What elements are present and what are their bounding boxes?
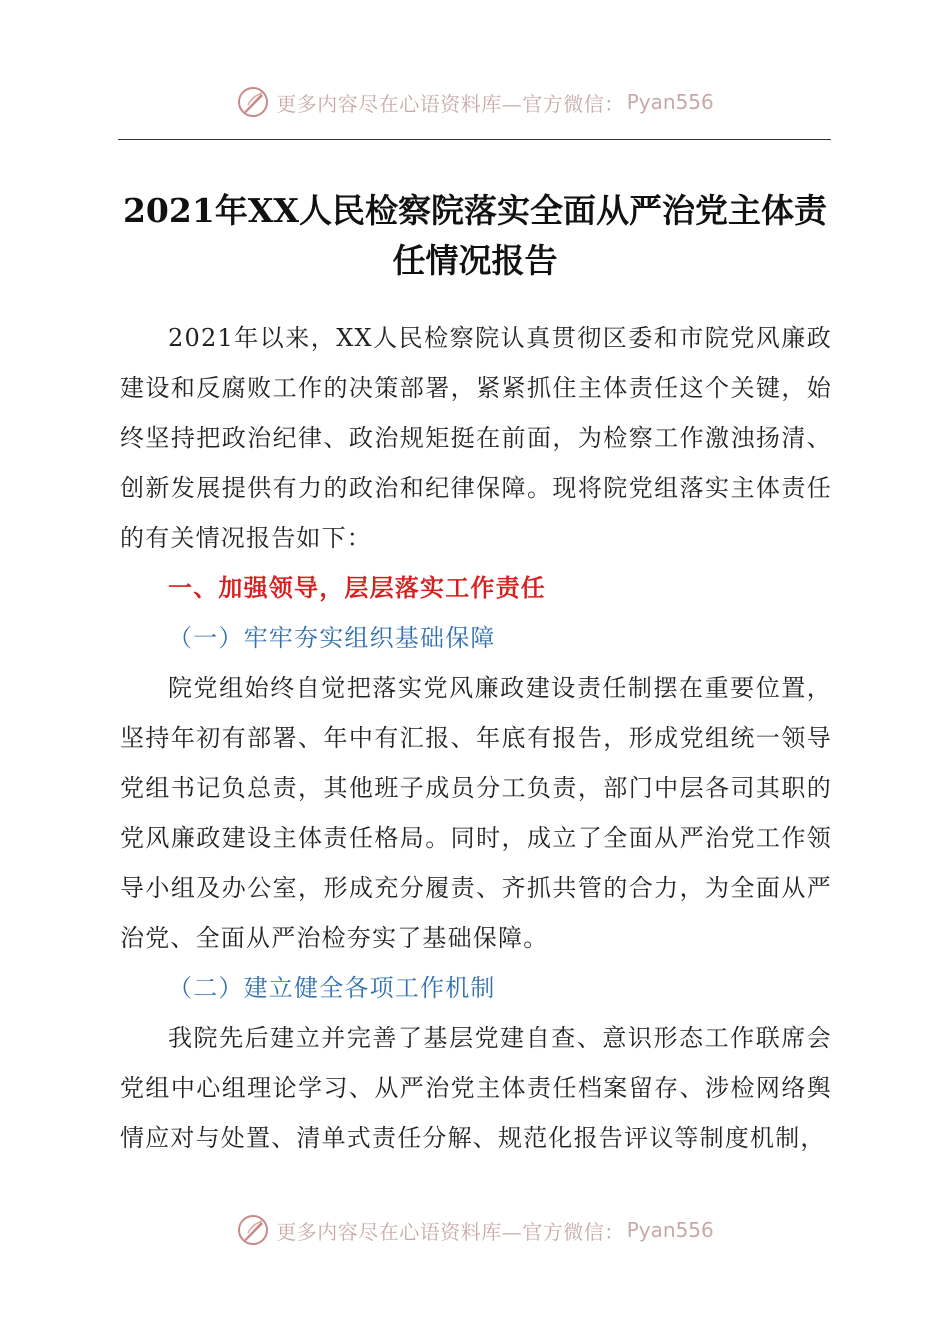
body-paragraph-1: 院党组始终自觉把落实党风廉政建设责任制摆在重要位置，坚持年初有部署、年中有汇报、年底有报告，形成党组统一领导党组书记负总责，其他班子成员分工负责，部门中层各司其职的党风廉政建设主体责任格局。同时，成立了全面从严治党工作领导小组及办公室，形成充分履责、齐抓共管的合力，为全面从严治党、全面从严治检夯实了基础保障。 (120, 674, 832, 952)
document-title: 2021年XX人民检察院落实全面从严治党主体责任情况报告 (122, 191, 828, 280)
header-divider (118, 139, 831, 140)
header-watermark-banner (0, 82, 950, 122)
intro-paragraph: 2021年以来，XX人民检察院认真贯彻区委和市院党风廉政建设和反腐败工作的决策部署，紧紧抓住主体责任这个关键，始终坚持把政治纪律、政治规矩挺在前面，为检察工作激浊扬清、创新发展提供有力的政治和纪律保障。现将院党组落实主体责任的有关情况报告如下： (120, 324, 832, 552)
document-body (120, 313, 832, 1163)
subsection-heading-2: （二）建立健全各项工作机制 (168, 974, 496, 1002)
quill-logo-icon (236, 1213, 270, 1247)
footer-banner-wechat-id: Pyan556 (626, 1218, 714, 1242)
body-paragraph-2: 我院先后建立并完善了基层党建自查、意识形态工作联席会党组中心组理论学习、从严治党主体责任档案留存、涉检网络舆情应对与处置、清单式责任分解、规范化报告评议等制度机制， (120, 1024, 832, 1152)
quill-logo-icon (236, 85, 270, 119)
subsection-heading-1: （一）牢牢夯实组织基础保障 (168, 624, 496, 652)
header-banner-wechat-id: Pyan556 (626, 90, 714, 114)
header-banner-text: 更多内容尽在心语资料库—官方微信： (276, 91, 625, 116)
footer-banner-text: 更多内容尽在心语资料库—官方微信： (276, 1219, 625, 1244)
footer-watermark-banner (0, 1210, 950, 1250)
section-heading-1: 一、加强领导，层层落实工作责任 (168, 574, 546, 602)
